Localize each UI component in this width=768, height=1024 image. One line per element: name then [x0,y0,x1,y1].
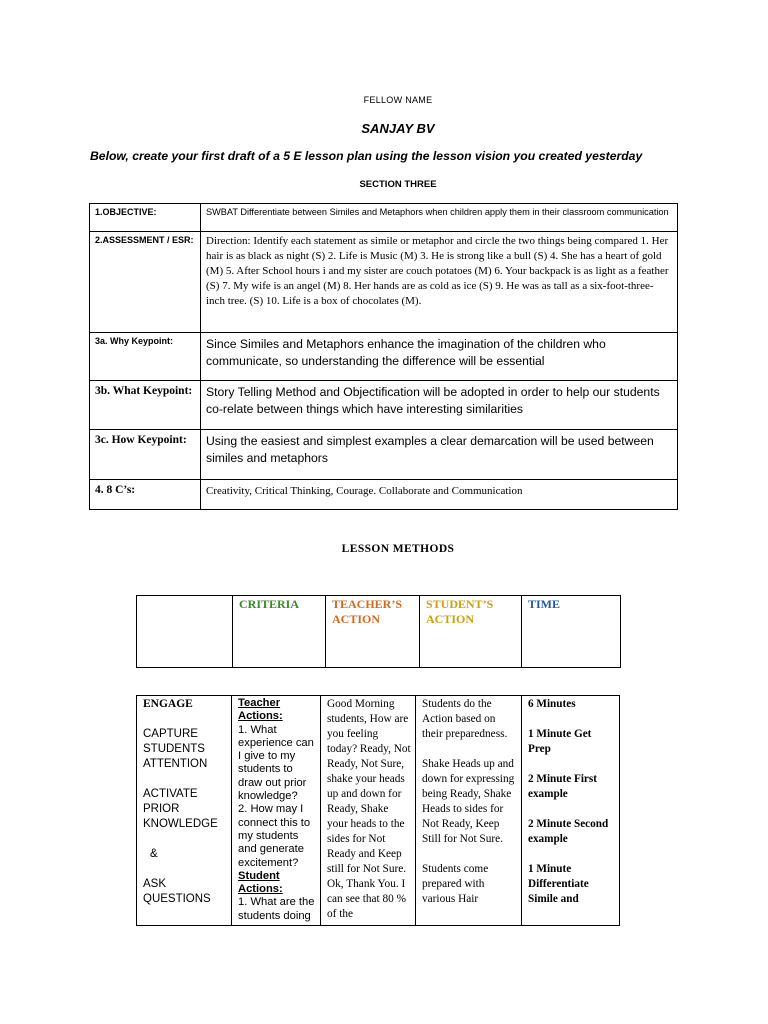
objective-row [90,204,678,232]
teacher-action-text: Good Morning students, How are you feeling today? Ready, Not Ready, Not Sure, shake your heads up and down for Ready, Shake your heads to the sides for Not Ready and Keep still for Not Sure. Ok, Thank You. I can see that 80 % of the [327,698,411,920]
why-keypoint-label: 3a. Why Keypoint: [90,333,201,381]
intro-instruction: Below, create your first draft of a 5 E lesson plan using the lesson vision you created yesterday [90,149,643,163]
time-header: TIME [522,596,621,668]
time-step-3: 2 Minute Second example [528,818,609,845]
engage-teacher-action-cell [321,696,416,926]
student-actions-label: Student Actions: [238,869,283,896]
criteria-header: CRITERIA [233,596,326,668]
assessment-value: Direction: Identify each statement as simile or metaphor and circle the two things being compared 1. Her hair is as black as night (S) 2. Life is Music (M) 3. He is strong like a bull (S) 4. She has a heart of gold (M) 5. After School hours i and my sister are couch potatoes (M) 6. Your backpack is as light as a feather (S) 7. My wife is an angel (M) 8. Her hands are as cold as ice (S) 9. He was as tall as a six-foot-three-inch tree. (S) 10. Life is a box of chocolates (M). [201,232,678,333]
fellow-name: SANJAY BV [361,121,435,136]
what-keypoint-row [90,381,678,430]
time-step-4: 1 Minute Differentiate Simile and [528,863,589,905]
activate-prior-knowledge-text: ACTIVATE PRIOR KNOWLEDGE [143,788,218,830]
eight-cs-label: 4. 8 C’s: [90,480,201,510]
how-keypoint-value: Using the easiest and simplest examples a clear demarcation will be used between similes and metaphors [201,430,678,480]
section-title: SECTION THREE [359,179,437,190]
time-step-1: 1 Minute Get Prep [528,728,592,755]
objective-value: SWBAT Differentiate between Similes and Metaphors when children apply them in their classroom communication [201,204,678,232]
fellow-name-label: FELLOW NAME [363,95,433,105]
how-keypoint-label: 3c. How Keypoint: [90,430,201,480]
time-total: 6 Minutes [528,698,576,710]
why-keypoint-value: Since Similes and Metaphors enhance the imagination of the children who communicate, so understanding the difference will be essential [201,333,678,381]
ask-questions-text: ASK QUESTIONS [143,878,211,905]
student-question-1: 1. What are the students doing [238,896,315,922]
teacher-question-1: 1. What experience can I give to my students to draw out prior knowledge? [238,723,314,803]
what-keypoint-value: Story Telling Method and Objectification will be adopted in order to help our students co-relate between things which have interesting similarities [201,381,678,430]
criteria-blank-cell [137,596,233,668]
student-action-1: Students do the Action based on their preparedness. [422,698,508,740]
eight-cs-row [90,480,678,510]
engage-title: ENGAGE [143,698,193,710]
engage-criteria-cell [137,696,232,926]
teacher-actions-label: Teacher Actions: [238,697,283,723]
engage-student-action-cell [416,696,522,926]
criteria-header-table [136,595,621,668]
why-keypoint-row [90,333,678,381]
student-action-2: Shake Heads up and down for expressing being Ready, Shake Heads to sides for Not Ready, Keep Still for Not Sure. [422,758,515,845]
objective-label: 1.OBJECTIVE: [90,204,201,232]
engage-time-cell [522,696,620,926]
what-keypoint-label: 3b. What Keypoint: [90,381,201,430]
engage-table [136,695,620,926]
student-action-header: STUDENT’S ACTION [420,596,522,668]
capture-attention-text: CAPTURE STUDENTS ATTENTION [143,728,208,770]
eight-cs-value: Creativity, Critical Thinking, Courage. Collaborate and Communication [201,480,678,510]
ampersand-text: & [150,848,158,860]
teacher-question-2: 2. How may I connect this to my students and generate excitement? [238,803,311,869]
engage-teacher-criteria-cell [232,696,321,926]
time-step-2: 2 Minute First example [528,773,597,800]
lesson-methods-title: LESSON METHODS [341,543,455,555]
how-keypoint-row [90,430,678,480]
assessment-row [90,232,678,333]
student-action-3: Students come prepared with various Hair [422,863,489,905]
lesson-plan-table [89,203,678,510]
assessment-label: 2.ASSESSMENT / ESR: [90,232,201,333]
teacher-action-header: TEACHER’S ACTION [326,596,420,668]
